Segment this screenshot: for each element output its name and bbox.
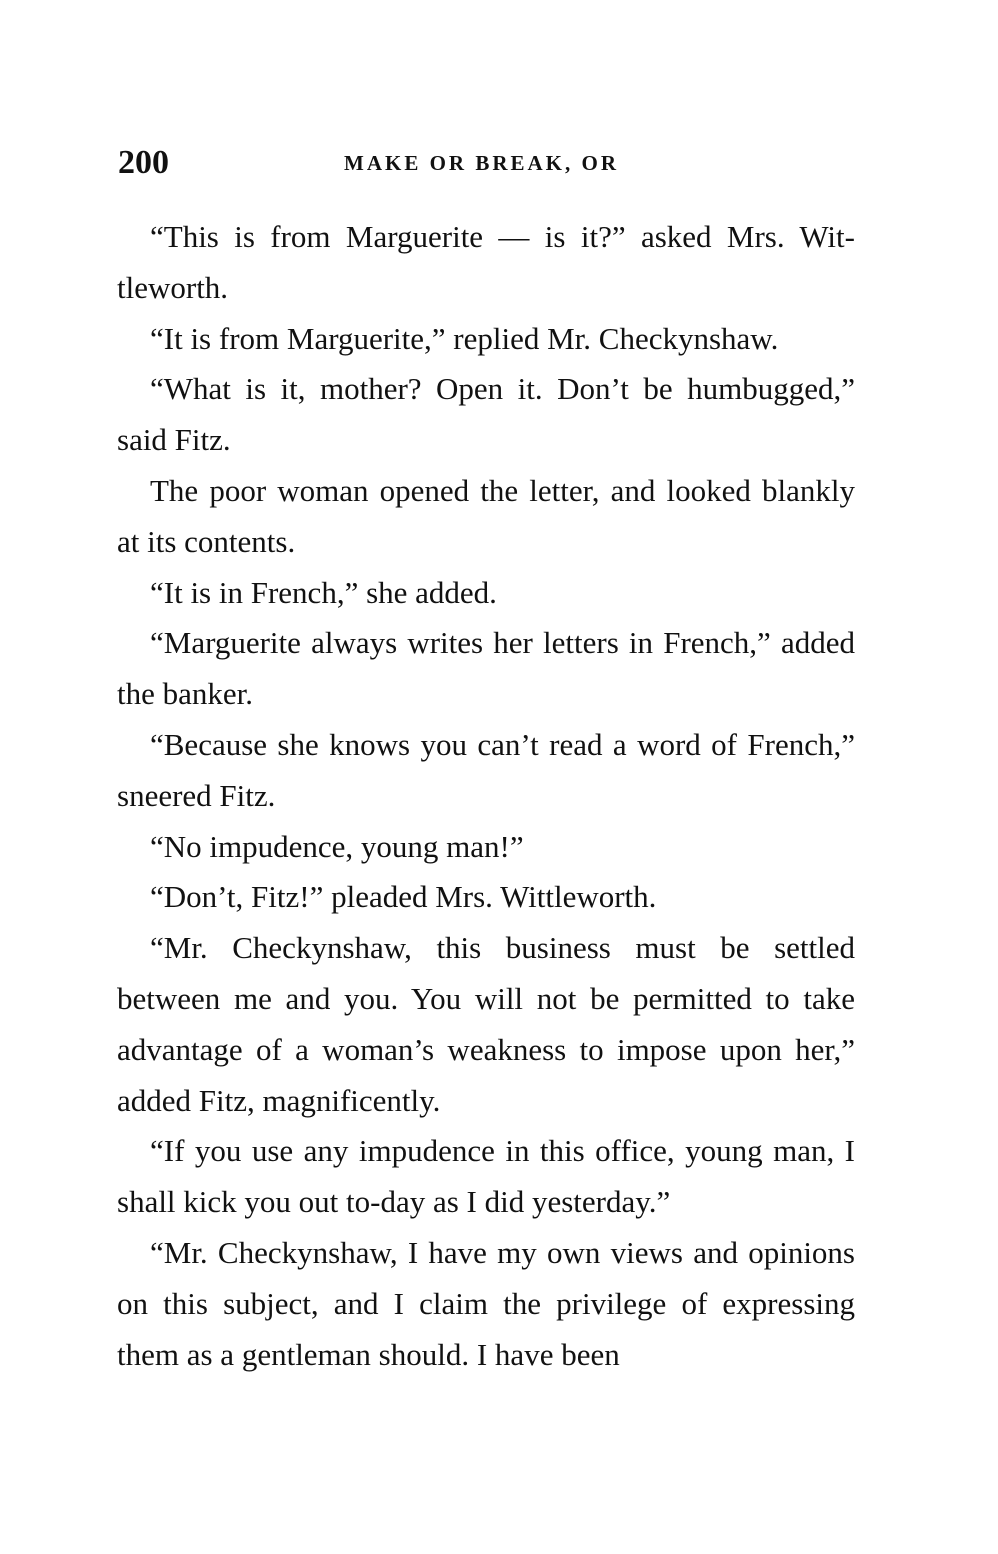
body-text bbox=[117, 212, 855, 1380]
page-number: 200 bbox=[118, 144, 169, 181]
paragraph: “Because she knows you can’t read a word of French,” sneered Fitz. bbox=[117, 726, 855, 813]
paragraph: “It is from Marguerite,” replied Mr. Checkynshaw. bbox=[150, 320, 779, 356]
paragraph: “This is from Marguerite — is it?” asked Mrs. Wittleworth. bbox=[117, 219, 855, 305]
paragraph: “If you use any impudence in this office, young man, I shall kick you out to-day as I did yesterday.” bbox=[117, 1133, 855, 1220]
running-title: MAKE OR BREAK, OR bbox=[344, 151, 620, 175]
paragraph: “No impudence, young man!” bbox=[150, 828, 524, 864]
running-head bbox=[118, 138, 854, 188]
paragraph: “What is it, mother? Open it. Don’t be humbugged,” said Fitz. bbox=[117, 371, 855, 458]
paragraph: The poor woman opened the letter, and looked blankly at its contents. bbox=[117, 472, 855, 559]
paragraph: “Don’t, Fitz!” pleaded Mrs. Wittleworth. bbox=[150, 879, 657, 915]
paragraph: “Mr. Checkynshaw, this business must be settled between me and you. You will not be permitted to take advantage of a woman’s weakness to impose upon her,” added Fitz, magnificently. bbox=[117, 930, 855, 1118]
paragraph: “Marguerite always writes her letters in French,” added the banker. bbox=[117, 625, 855, 712]
paragraph: “Mr. Checkynshaw, I have my own views and opinions on this subject, and I claim the privilege of expressing them as a gentleman should. I have been bbox=[117, 1234, 855, 1372]
paragraph: “It is in French,” she added. bbox=[150, 574, 497, 610]
